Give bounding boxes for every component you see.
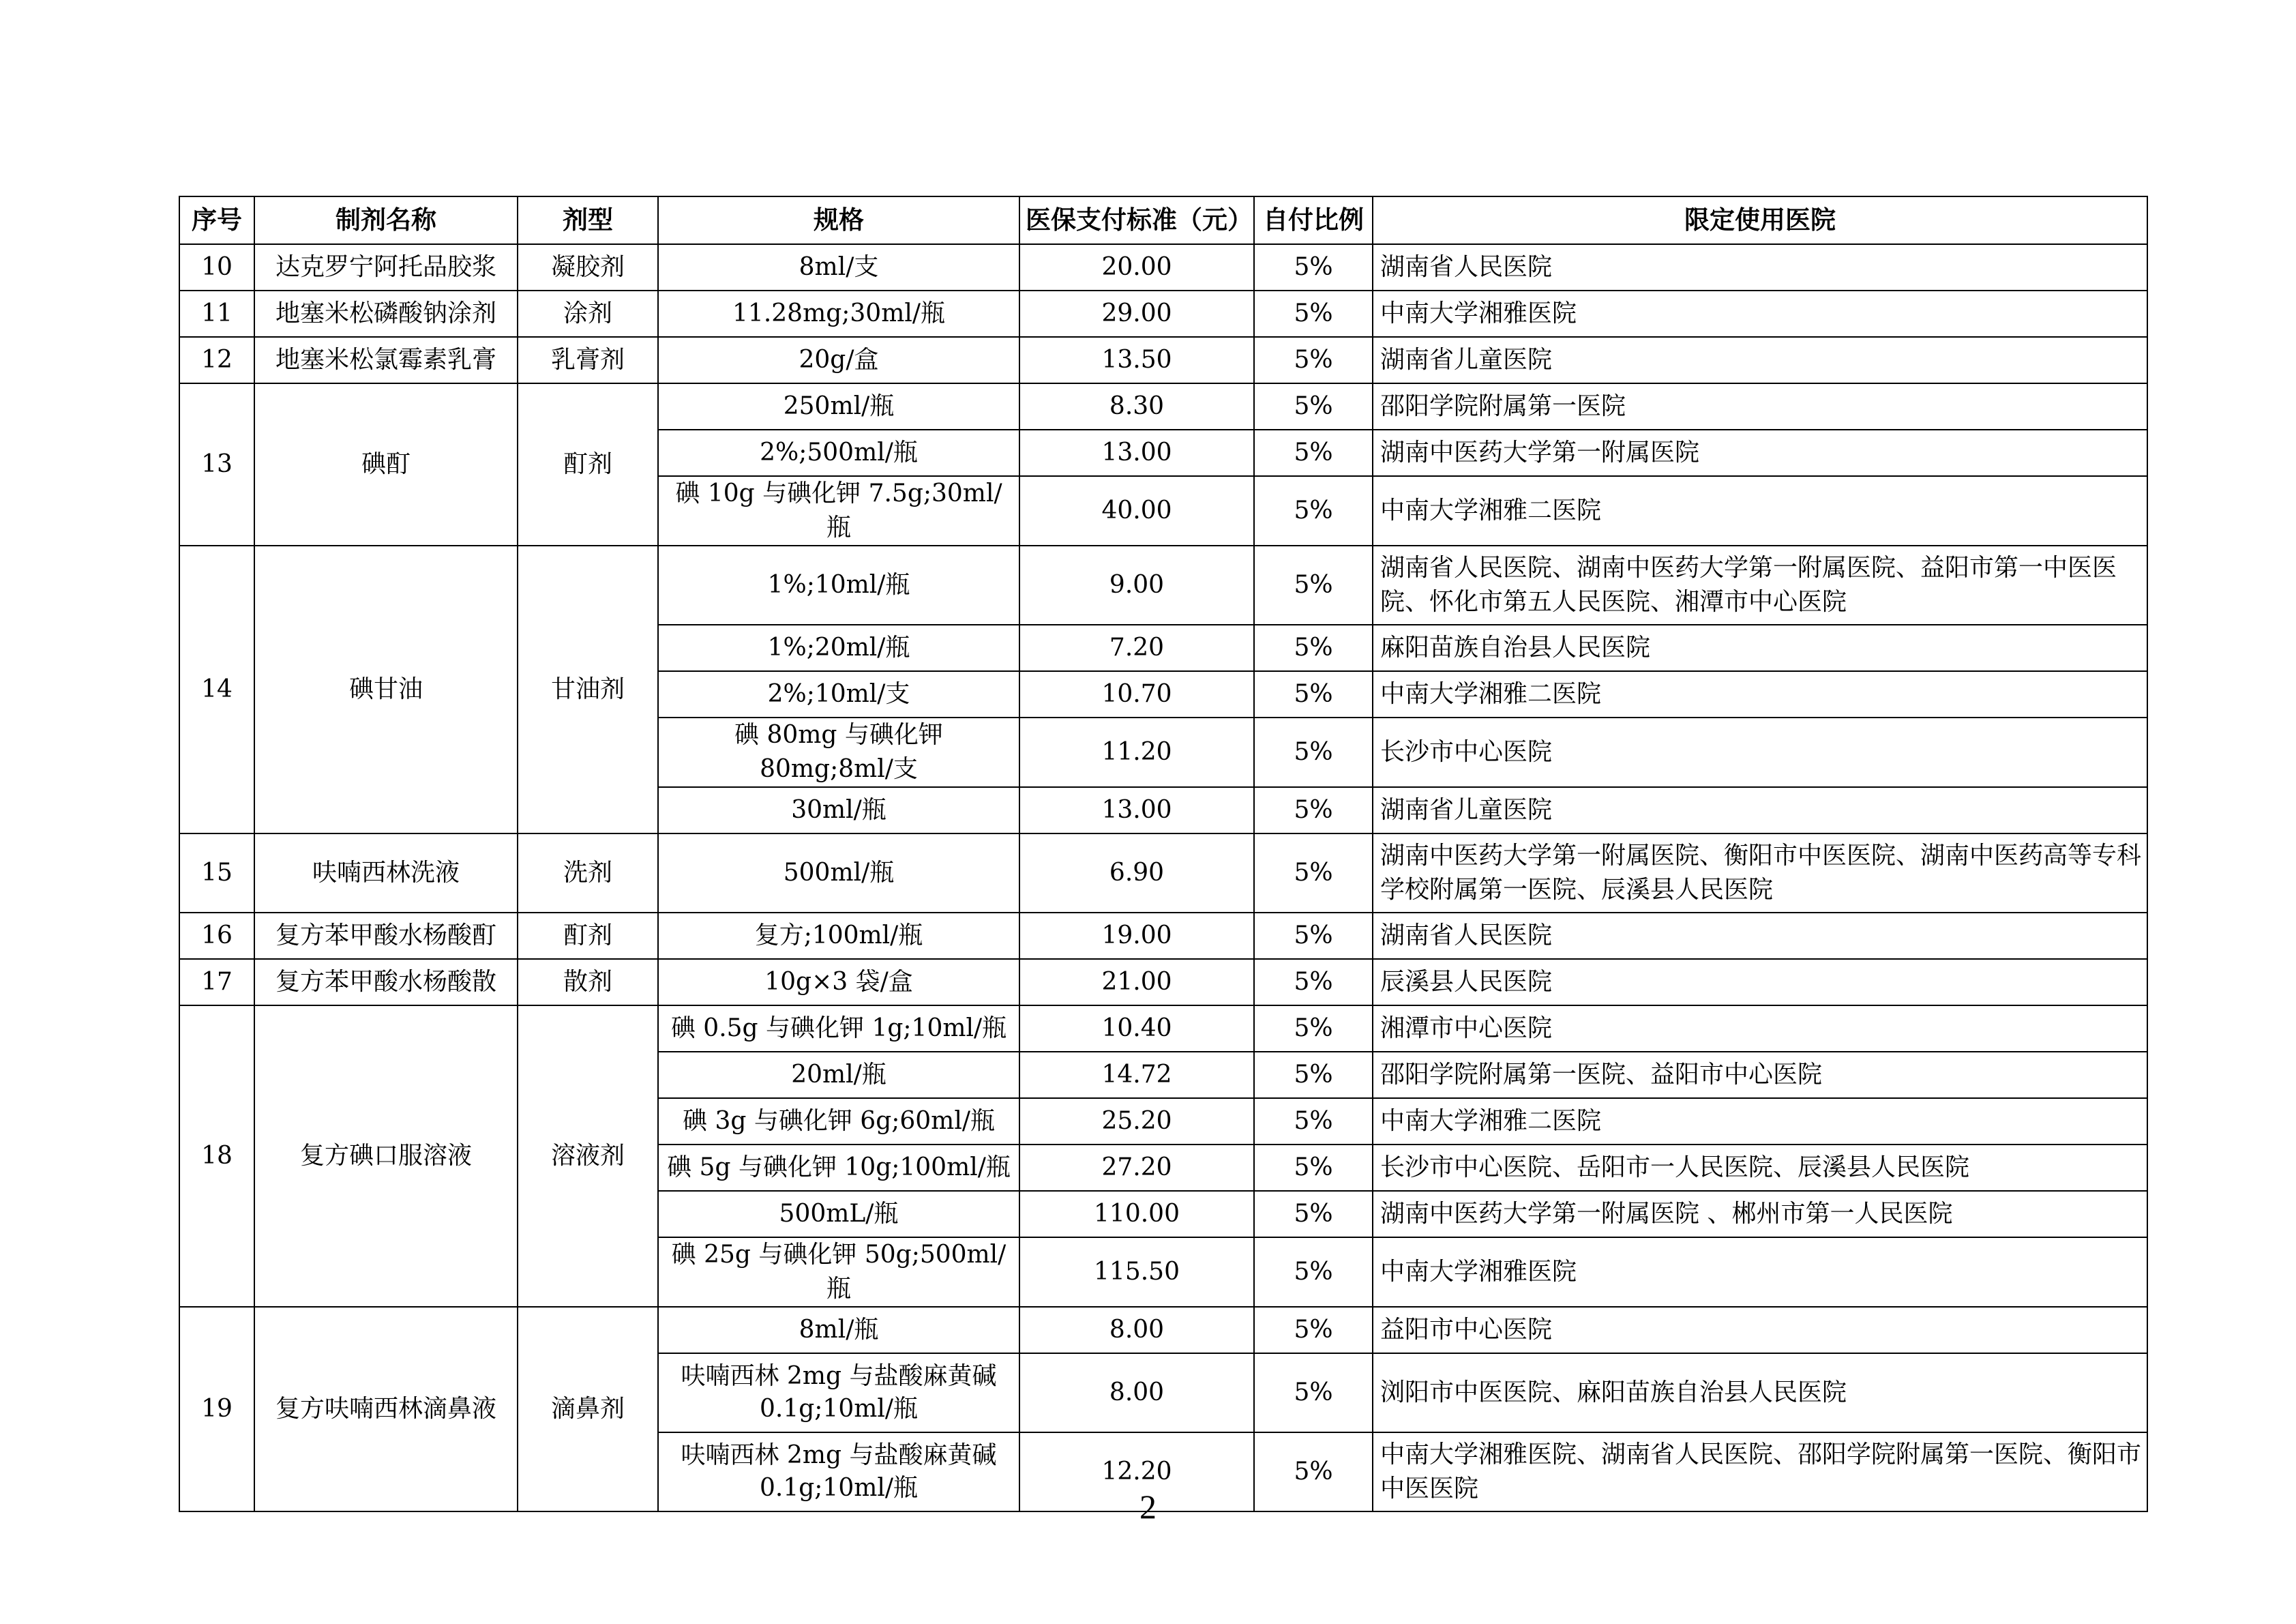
- spec-cell: 复方;100ml/瓶: [658, 913, 1019, 959]
- table-header-row: [179, 196, 2147, 244]
- hospital-cell: 湖南省儿童医院: [1373, 787, 2147, 833]
- ratio-cell: 5%: [1254, 833, 1373, 913]
- price-cell: 10.70: [1019, 671, 1254, 718]
- spec-cell: 500mL/瓶: [658, 1191, 1019, 1237]
- ratio-cell: 5%: [1254, 913, 1373, 959]
- table-row: [179, 1005, 2147, 1052]
- price-cell: 9.00: [1019, 546, 1254, 625]
- dosage-form-cell: 酊剂: [518, 383, 658, 546]
- price-cell: 27.20: [1019, 1145, 1254, 1191]
- serial-cell: 17: [179, 959, 254, 1005]
- drug-name-cell: 复方碘口服溶液: [254, 1005, 518, 1307]
- spec-cell: 呋喃西林 2mg 与盐酸麻黄碱 0.1g;10ml/瓶: [658, 1432, 1019, 1511]
- dosage-form-cell: 凝胶剂: [518, 244, 658, 291]
- header-ratio: 自付比例: [1254, 196, 1373, 244]
- drug-name-cell: 达克罗宁阿托品胶浆: [254, 244, 518, 291]
- ratio-cell: 5%: [1254, 1145, 1373, 1191]
- price-cell: 21.00: [1019, 959, 1254, 1005]
- dosage-form-cell: 涂剂: [518, 291, 658, 337]
- table-row: [179, 546, 2147, 625]
- ratio-cell: 5%: [1254, 671, 1373, 718]
- spec-cell: 碘 5g 与碘化钾 10g;100ml/瓶: [658, 1145, 1019, 1191]
- price-cell: 8.00: [1019, 1353, 1254, 1432]
- hospital-cell: 中南大学湘雅二医院: [1373, 1098, 2147, 1145]
- dosage-form-cell: 洗剂: [518, 833, 658, 913]
- spec-cell: 30ml/瓶: [658, 787, 1019, 833]
- price-cell: 20.00: [1019, 244, 1254, 291]
- serial-cell: 11: [179, 291, 254, 337]
- spec-cell: 11.28mg;30ml/瓶: [658, 291, 1019, 337]
- dosage-form-cell: 散剂: [518, 959, 658, 1005]
- table-row: [179, 959, 2147, 1005]
- table-row: [179, 337, 2147, 383]
- ratio-cell: 5%: [1254, 291, 1373, 337]
- dosage-form-cell: 溶液剂: [518, 1005, 658, 1307]
- hospital-cell: 辰溪县人民医院: [1373, 959, 2147, 1005]
- dosage-form-cell: 酊剂: [518, 913, 658, 959]
- price-cell: 6.90: [1019, 833, 1254, 913]
- spec-cell: 碘 3g 与碘化钾 6g;60ml/瓶: [658, 1098, 1019, 1145]
- drug-name-cell: 复方呋喃西林滴鼻液: [254, 1307, 518, 1511]
- ratio-cell: 5%: [1254, 244, 1373, 291]
- hospital-cell: 长沙市中心医院: [1373, 718, 2147, 787]
- header-spec: 规格: [658, 196, 1019, 244]
- hospital-cell: 麻阳苗族自治县人民医院: [1373, 625, 2147, 671]
- ratio-cell: 5%: [1254, 1098, 1373, 1145]
- hospital-cell: 湖南中医药大学第一附属医院: [1373, 430, 2147, 476]
- ratio-cell: 5%: [1254, 337, 1373, 383]
- hospital-cell: 湖南省人民医院、湖南中医药大学第一附属医院、益阳市第一中医医院、怀化市第五人民医院、湘潭市中心医院: [1373, 546, 2147, 625]
- ratio-cell: 5%: [1254, 959, 1373, 1005]
- price-cell: 13.50: [1019, 337, 1254, 383]
- spec-cell: 呋喃西林 2mg 与盐酸麻黄碱 0.1g;10ml/瓶: [658, 1353, 1019, 1432]
- price-cell: 110.00: [1019, 1191, 1254, 1237]
- drug-name-cell: 复方苯甲酸水杨酸散: [254, 959, 518, 1005]
- hospital-cell: 湖南省儿童医院: [1373, 337, 2147, 383]
- price-cell: 12.20: [1019, 1432, 1254, 1511]
- spec-cell: 20ml/瓶: [658, 1052, 1019, 1098]
- price-cell: 8.00: [1019, 1307, 1254, 1353]
- price-cell: 8.30: [1019, 383, 1254, 430]
- header-name: 制剂名称: [254, 196, 518, 244]
- hospital-cell: 湖南中医药大学第一附属医院 、郴州市第一人民医院: [1373, 1191, 2147, 1237]
- spec-cell: 碘 80mg 与碘化钾 80mg;8ml/支: [658, 718, 1019, 787]
- serial-cell: 14: [179, 546, 254, 833]
- header-form: 剂型: [518, 196, 658, 244]
- header-hospital: 限定使用医院: [1373, 196, 2147, 244]
- spec-cell: 250ml/瓶: [658, 383, 1019, 430]
- spec-cell: 2%;500ml/瓶: [658, 430, 1019, 476]
- spec-cell: 10g×3 袋/盒: [658, 959, 1019, 1005]
- dosage-form-cell: 滴鼻剂: [518, 1307, 658, 1511]
- table-row: [179, 383, 2147, 430]
- ratio-cell: 5%: [1254, 1307, 1373, 1353]
- drug-name-cell: 地塞米松磷酸钠涂剂: [254, 291, 518, 337]
- hospital-cell: 浏阳市中医医院、麻阳苗族自治县人民医院: [1373, 1353, 2147, 1432]
- spec-cell: 1%;10ml/瓶: [658, 546, 1019, 625]
- ratio-cell: 5%: [1254, 1432, 1373, 1511]
- ratio-cell: 5%: [1254, 383, 1373, 430]
- price-cell: 29.00: [1019, 291, 1254, 337]
- hospital-cell: 中南大学湘雅二医院: [1373, 476, 2147, 546]
- hospital-cell: 湘潭市中心医院: [1373, 1005, 2147, 1052]
- drug-name-cell: 碘酊: [254, 383, 518, 546]
- spec-cell: 20g/盒: [658, 337, 1019, 383]
- spec-cell: 1%;20ml/瓶: [658, 625, 1019, 671]
- hospital-cell: 湖南省人民医院: [1373, 913, 2147, 959]
- ratio-cell: 5%: [1254, 718, 1373, 787]
- hospital-cell: 邵阳学院附属第一医院: [1373, 383, 2147, 430]
- serial-cell: 19: [179, 1307, 254, 1511]
- ratio-cell: 5%: [1254, 430, 1373, 476]
- serial-cell: 16: [179, 913, 254, 959]
- price-cell: 13.00: [1019, 430, 1254, 476]
- hospital-cell: 邵阳学院附属第一医院、益阳市中心医院: [1373, 1052, 2147, 1098]
- ratio-cell: 5%: [1254, 1353, 1373, 1432]
- drug-table: [179, 196, 2148, 1512]
- ratio-cell: 5%: [1254, 1237, 1373, 1307]
- table-row: [179, 833, 2147, 913]
- ratio-cell: 5%: [1254, 625, 1373, 671]
- page-number: 2: [1139, 1488, 1157, 1526]
- ratio-cell: 5%: [1254, 1005, 1373, 1052]
- table-row: [179, 244, 2147, 291]
- hospital-cell: 长沙市中心医院、岳阳市一人民医院、辰溪县人民医院: [1373, 1145, 2147, 1191]
- spec-cell: 碘 10g 与碘化钾 7.5g;30ml/瓶: [658, 476, 1019, 546]
- hospital-cell: 中南大学湘雅二医院: [1373, 671, 2147, 718]
- hospital-cell: 中南大学湘雅医院: [1373, 291, 2147, 337]
- spec-cell: 500ml/瓶: [658, 833, 1019, 913]
- hospital-cell: 湖南省人民医院: [1373, 244, 2147, 291]
- price-cell: 14.72: [1019, 1052, 1254, 1098]
- header-price: 医保支付标准（元）: [1019, 196, 1254, 244]
- header-serial: 序号: [179, 196, 254, 244]
- price-cell: 19.00: [1019, 913, 1254, 959]
- ratio-cell: 5%: [1254, 546, 1373, 625]
- table-row: [179, 1307, 2147, 1353]
- drug-name-cell: 地塞米松氯霉素乳膏: [254, 337, 518, 383]
- spec-cell: 2%;10ml/支: [658, 671, 1019, 718]
- price-cell: 7.20: [1019, 625, 1254, 671]
- price-cell: 40.00: [1019, 476, 1254, 546]
- ratio-cell: 5%: [1254, 1191, 1373, 1237]
- dosage-form-cell: 乳膏剂: [518, 337, 658, 383]
- drug-name-cell: 碘甘油: [254, 546, 518, 833]
- spec-cell: 8ml/支: [658, 244, 1019, 291]
- table-row: [179, 913, 2147, 959]
- drug-name-cell: 复方苯甲酸水杨酸酊: [254, 913, 518, 959]
- price-cell: 115.50: [1019, 1237, 1254, 1307]
- drug-name-cell: 呋喃西林洗液: [254, 833, 518, 913]
- price-cell: 13.00: [1019, 787, 1254, 833]
- price-cell: 11.20: [1019, 718, 1254, 787]
- ratio-cell: 5%: [1254, 787, 1373, 833]
- dosage-form-cell: 甘油剂: [518, 546, 658, 833]
- table-body: [179, 244, 2147, 1511]
- serial-cell: 12: [179, 337, 254, 383]
- price-cell: 10.40: [1019, 1005, 1254, 1052]
- serial-cell: 10: [179, 244, 254, 291]
- spec-cell: 8ml/瓶: [658, 1307, 1019, 1353]
- serial-cell: 15: [179, 833, 254, 913]
- serial-cell: 13: [179, 383, 254, 546]
- hospital-cell: 湖南中医药大学第一附属医院、衡阳市中医医院、湖南中医药高等专科学校附属第一医院、辰溪县人民医院: [1373, 833, 2147, 913]
- spec-cell: 碘 25g 与碘化钾 50g;500ml/瓶: [658, 1237, 1019, 1307]
- price-cell: 25.20: [1019, 1098, 1254, 1145]
- hospital-cell: 益阳市中心医院: [1373, 1307, 2147, 1353]
- ratio-cell: 5%: [1254, 1052, 1373, 1098]
- hospital-cell: 中南大学湘雅医院: [1373, 1237, 2147, 1307]
- table-row: [179, 291, 2147, 337]
- spec-cell: 碘 0.5g 与碘化钾 1g;10ml/瓶: [658, 1005, 1019, 1052]
- hospital-cell: 中南大学湘雅医院、湖南省人民医院、邵阳学院附属第一医院、衡阳市中医医院: [1373, 1432, 2147, 1511]
- serial-cell: 18: [179, 1005, 254, 1307]
- ratio-cell: 5%: [1254, 476, 1373, 546]
